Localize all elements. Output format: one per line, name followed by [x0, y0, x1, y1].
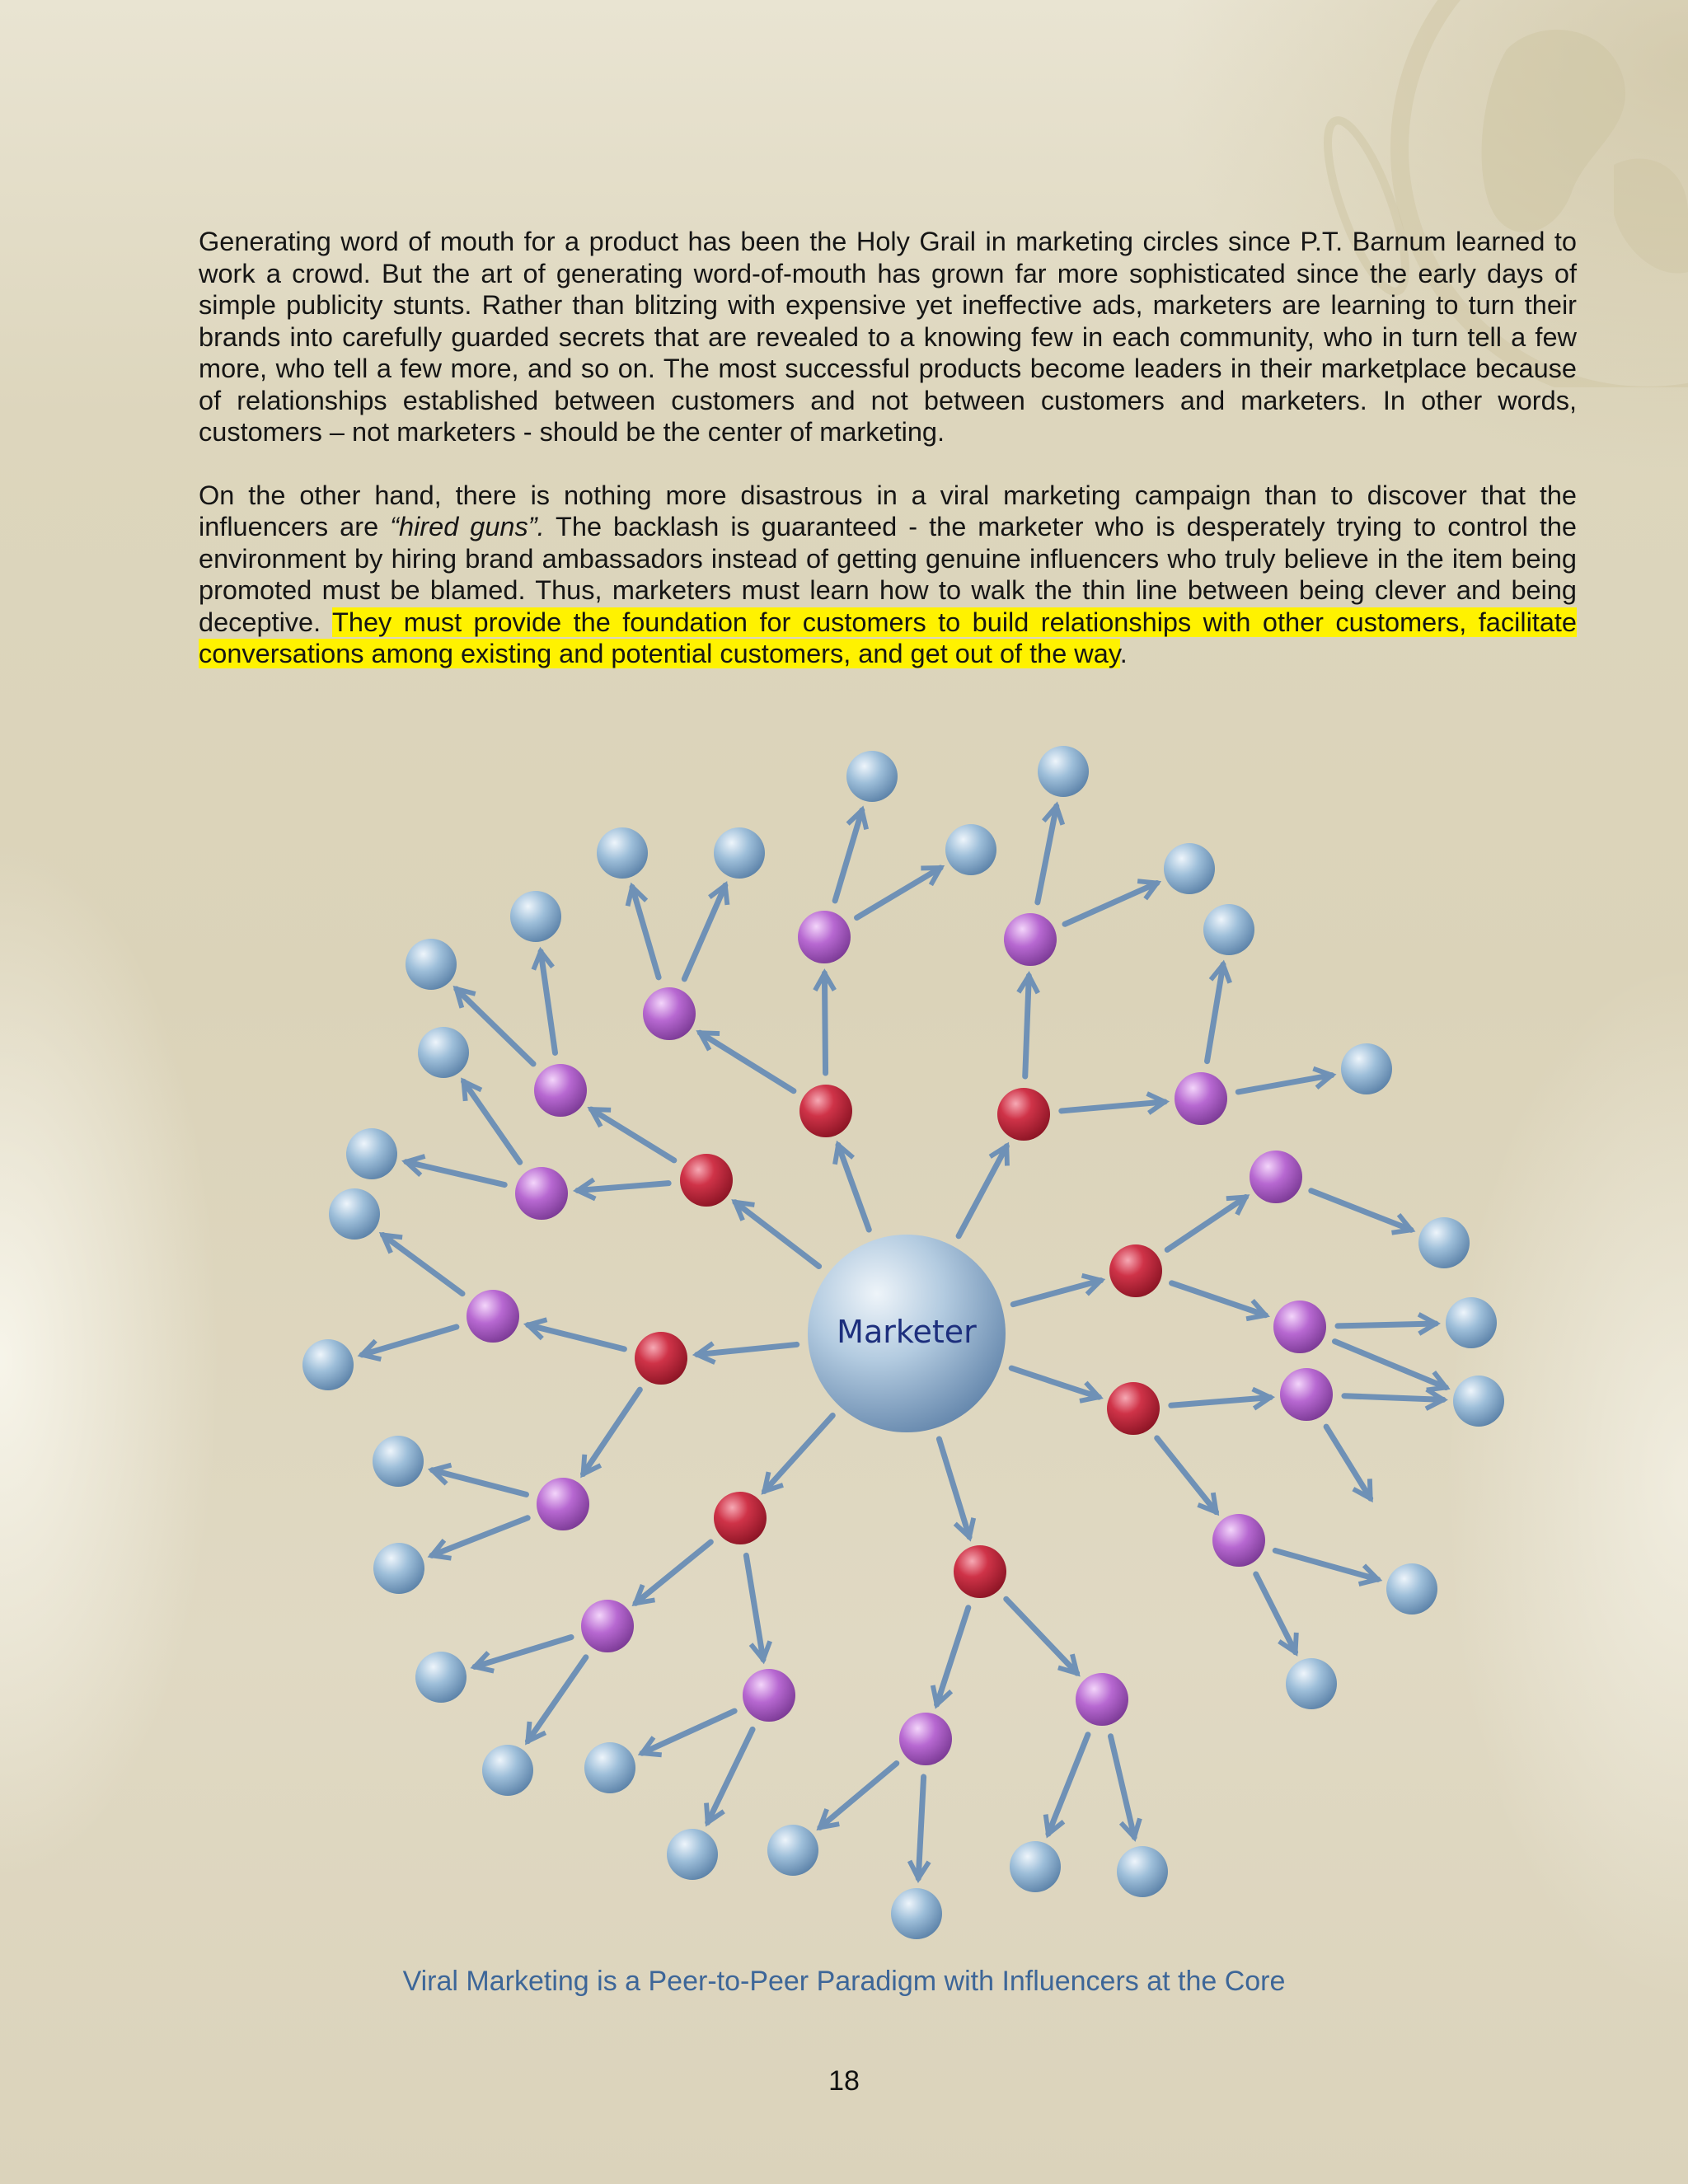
peer-node — [643, 987, 696, 1040]
network-diagram-svg — [280, 725, 1533, 1961]
customer-node — [767, 1825, 818, 1876]
customer-node — [373, 1543, 424, 1594]
customer-node — [415, 1652, 467, 1703]
customer-node — [1453, 1376, 1504, 1427]
customer-node — [667, 1829, 718, 1880]
center-label: Marketer — [837, 1314, 977, 1350]
connection-arrow — [362, 1327, 457, 1355]
connection-arrow — [1338, 1324, 1436, 1326]
connection-arrow — [835, 810, 862, 901]
connection-arrow — [1013, 1281, 1100, 1305]
customer-node — [597, 827, 648, 879]
connection-arrow — [939, 1439, 969, 1537]
connection-arrow — [1311, 1191, 1411, 1230]
connection-arrow — [838, 1145, 869, 1230]
connection-arrow — [432, 1518, 528, 1556]
paragraph-2-italic: “hired guns”. — [390, 512, 545, 541]
connection-arrow — [764, 1416, 832, 1492]
connection-arrow — [820, 1764, 897, 1828]
connection-arrow — [1171, 1398, 1270, 1406]
connection-arrow — [708, 1729, 753, 1822]
peer-node — [1175, 1072, 1227, 1125]
connection-arrow — [635, 1542, 710, 1603]
customer-node — [482, 1745, 533, 1796]
connection-arrow — [1172, 1283, 1266, 1315]
customer-node — [1418, 1217, 1470, 1268]
peer-node — [1280, 1368, 1333, 1421]
customer-node — [1164, 843, 1215, 894]
connection-arrow — [697, 1344, 797, 1354]
connection-arrow — [1167, 1197, 1245, 1250]
customer-node — [1286, 1658, 1337, 1709]
customer-node — [1038, 746, 1089, 797]
connection-arrow — [824, 973, 825, 1073]
peer-node — [1004, 913, 1057, 966]
customer-node — [1203, 904, 1254, 955]
body-text — [199, 226, 1577, 701]
customer-node — [1386, 1563, 1437, 1615]
connection-arrow — [1207, 964, 1223, 1061]
peer-node — [1273, 1301, 1326, 1353]
customer-node — [1341, 1043, 1392, 1094]
connection-arrow — [1326, 1427, 1371, 1498]
customer-node — [1446, 1297, 1497, 1348]
influencer-node — [954, 1545, 1006, 1598]
connection-arrow — [1275, 1550, 1377, 1579]
connection-arrow — [406, 1162, 504, 1185]
customer-node — [846, 751, 898, 802]
connection-arrow — [1256, 1574, 1296, 1652]
connection-arrow — [857, 868, 941, 917]
paragraph-2 — [199, 480, 1577, 670]
connection-arrow — [383, 1235, 462, 1294]
influencer-node — [1107, 1382, 1160, 1435]
customer-node — [945, 824, 996, 875]
connection-arrow — [1011, 1368, 1099, 1397]
connection-arrow — [1006, 1599, 1077, 1673]
connection-arrow — [433, 1470, 527, 1495]
peer-node — [899, 1713, 952, 1765]
connection-arrow — [578, 1183, 668, 1191]
connection-arrow — [1025, 976, 1029, 1076]
highlighted-text: They must provide the foundation for customers to build relationships with other customers, facilitate conversations among existing and potential customers, and get out of the way — [199, 607, 1577, 668]
customer-node — [302, 1339, 354, 1390]
connection-arrow — [1065, 883, 1157, 925]
viral-marketing-diagram — [280, 725, 1533, 1961]
customer-node — [406, 939, 457, 990]
peer-node — [467, 1290, 519, 1343]
connection-arrow — [475, 1637, 571, 1666]
connection-arrow — [642, 1711, 734, 1753]
customer-node — [1117, 1846, 1168, 1897]
peer-node — [537, 1478, 589, 1530]
paragraph-2-lead: On the other hand, there is nothing more disastrous in a viral marketing campaign than to discover that the influencers are — [199, 480, 1577, 541]
connection-arrow — [1334, 1342, 1446, 1388]
peer-node — [515, 1167, 568, 1220]
connection-arrow — [541, 952, 555, 1053]
peer-node — [798, 911, 851, 963]
connection-arrow — [1344, 1396, 1443, 1400]
connection-arrow — [1157, 1438, 1217, 1512]
connection-arrow — [464, 1081, 520, 1162]
connection-arrow — [684, 885, 724, 978]
customer-node — [329, 1188, 380, 1240]
connection-arrow — [937, 1608, 968, 1704]
influencer-node — [680, 1154, 733, 1207]
page-number: 18 — [828, 2065, 860, 2097]
influencer-node — [714, 1492, 767, 1544]
connection-arrow — [700, 1033, 794, 1091]
connection-arrow — [1238, 1076, 1331, 1092]
customer-node — [418, 1027, 469, 1078]
connection-arrow — [528, 1325, 625, 1349]
influencer-node — [997, 1088, 1050, 1141]
customer-node — [584, 1742, 635, 1793]
customer-node — [714, 827, 765, 879]
connection-arrow — [528, 1657, 585, 1741]
connection-arrow — [1062, 1102, 1165, 1111]
figure-caption: Viral Marketing is a Peer-to-Peer Paradigm with Influencers at the Core — [402, 1966, 1286, 1997]
peer-node — [581, 1600, 634, 1652]
influencer-node — [1109, 1244, 1162, 1297]
connection-arrow — [735, 1202, 819, 1267]
peer-node — [1250, 1151, 1302, 1203]
connection-arrow — [1038, 806, 1057, 902]
connection-arrow — [959, 1146, 1006, 1236]
customer-node — [346, 1128, 397, 1179]
paragraph-1: Generating word of mouth for a product has been the Holy Grail in marketing circles since P.T. Barnum learned to work a crowd. But the art of generating word-of-mouth has grown far more sophisticated since the early days of simple publicity stunts. Rather than blitzing with expensive yet ineffective ads, marketers are learning to turn their brands into carefully guarded secrets that are revealed to a knowing few in each community, who in turn tell a few more, who tell a few more, and so on. The most successful products become leaders in their marketplace because of relationships established between customers and not between customers and marketers. In other words, customers – not marketers - should be the center of marketing. — [199, 227, 1577, 447]
paragraph-2-middle: The backlash is guaranteed - the marketer who is desperately trying to control the environment by hiring brand ambassadors instead of getting genuine influencers who truly believe in the item being promoted must be blamed. Thus, marketers must learn how to walk the thin line between being clever and being deceptive. — [199, 512, 1578, 637]
peer-node — [743, 1669, 795, 1722]
customer-node — [510, 891, 561, 942]
customer-node — [373, 1436, 424, 1487]
connection-arrow — [746, 1555, 763, 1659]
connection-arrow — [584, 1390, 640, 1474]
customer-node — [891, 1888, 942, 1939]
peer-node — [1076, 1673, 1128, 1726]
connection-arrow — [632, 887, 659, 977]
connection-arrow — [1111, 1736, 1135, 1837]
peer-node — [1212, 1514, 1265, 1567]
paragraph-2-tail: . — [1119, 639, 1128, 668]
influencer-node — [635, 1332, 687, 1385]
customer-node — [1010, 1841, 1061, 1892]
connection-arrow — [591, 1109, 673, 1160]
peer-node — [534, 1064, 587, 1117]
connection-arrow — [1048, 1735, 1088, 1834]
influencer-node — [799, 1085, 852, 1137]
connection-arrow — [918, 1777, 923, 1878]
